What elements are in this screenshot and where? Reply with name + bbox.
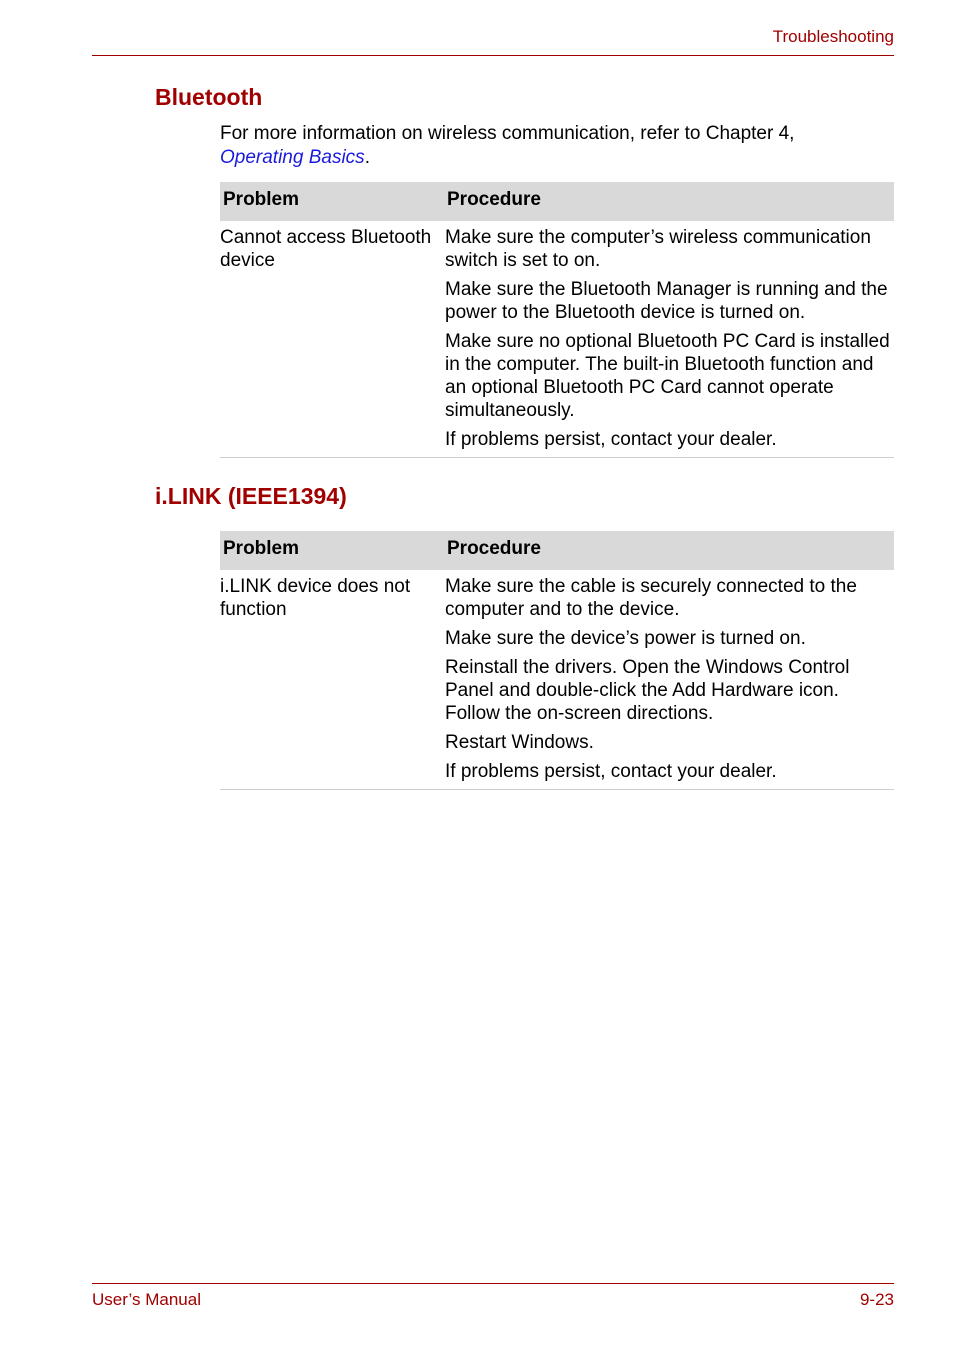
procedure-cell [445,221,894,457]
problem-cell: i.LINK device does not function [220,576,411,620]
column-header-procedure: Procedure [447,538,541,559]
column-header-procedure: Procedure [447,189,541,210]
procedure-step: Make sure the device’s power is turned on. [445,628,806,649]
bluetooth-table [220,182,894,458]
footer-manual-name: User’s Manual [92,1290,201,1309]
header-divider [92,55,894,56]
bluetooth-heading: Bluetooth [155,84,263,110]
procedure-step: Make sure the Bluetooth Manager is running and the power to the Bluetooth device is turned on. [445,279,888,323]
intro-period: . [364,147,370,168]
footer-page-number: 9-23 [859,1290,894,1309]
procedure-step: Make sure the cable is securely connected to the computer and to the device. [445,576,857,620]
intro-text: For more information on wireless communication, refer to Chapter 4, [220,123,795,144]
table-row [220,221,894,458]
column-header-problem: Problem [223,538,300,559]
procedure-step: If problems persist, contact your dealer. [445,429,777,450]
table-header-row [220,531,894,570]
procedure-cell [445,570,894,789]
footer-divider [92,1283,894,1284]
bluetooth-intro [220,122,890,170]
column-header-problem: Problem [223,189,300,210]
ilink-table [220,531,894,790]
running-header-title: Troubleshooting [772,27,894,46]
problem-cell: Cannot access Bluetooth device [220,227,432,271]
ilink-heading: i.LINK (IEEE1394) [155,483,347,509]
procedure-step: Restart Windows. [445,732,594,753]
procedure-step: Make sure no optional Bluetooth PC Card is installed in the computer. The built-in Bluetooth function and an optional Bluetooth PC Card cannot operate simultaneously. [445,331,890,421]
operating-basics-link[interactable]: Operating Basics [220,147,365,168]
procedure-step: If problems persist, contact your dealer. [445,761,777,782]
table-header-row [220,182,894,221]
table-row [220,570,894,790]
procedure-step: Make sure the computer’s wireless communication switch is set to on. [445,227,871,271]
procedure-step: Reinstall the drivers. Open the Windows Control Panel and double-click the Add Hardware icon. Follow the on-screen directions. [445,657,850,724]
